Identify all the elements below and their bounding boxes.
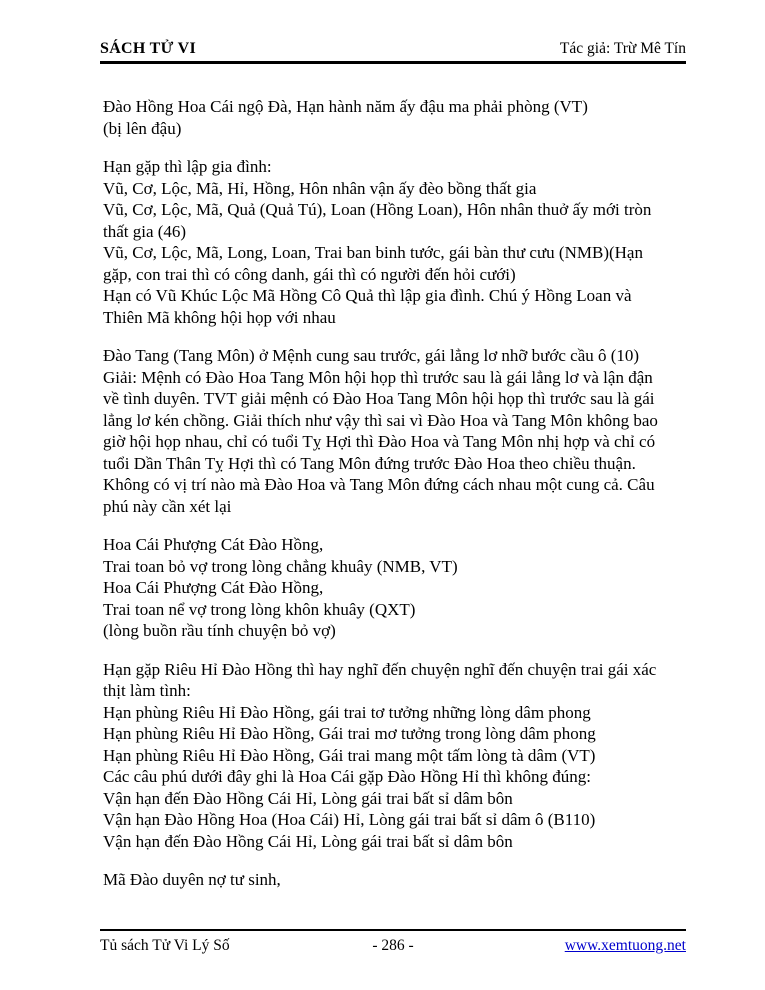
paragraph [103,659,695,853]
text-line: Vũ, Cơ, Lộc, Mã, Long, Loan, Trai ban binh tước, gái bàn thư cưu (NMB)(Hạn [103,243,643,262]
text-line: tuổi Dần Thân Tỵ Hợi thì có Tang Môn đứng trước Đào Hoa theo chiều thuận. [103,453,636,473]
text-line: Vận hạn Đào Hồng Hoa (Hoa Cái) Hỉ, Lòng gái trai bất sỉ dâm ô (B110) [103,810,596,829]
text-line: Không có vị trí nào mà Đào Hoa và Tang Môn đứng cách nhau một cung cả. Câu [103,475,655,494]
paragraph [103,345,695,517]
text-line: Thiên Mã không hội họp với nhau [103,307,336,327]
text-line: Hạn phùng Riêu Hỉ Đào Hồng, gái trai tơ tưởng những lòng dâm phong [103,702,591,722]
page-body [103,96,695,908]
header-book-title: SÁCH TỬ VI [100,40,197,57]
paragraph [103,534,695,642]
text-line: Đào Hồng Hoa Cái ngộ Đà, Hạn hành năm ấy đậu ma phải phòng (VT) [103,97,588,116]
footer-page-number: - 286 - [372,937,414,954]
text-line: Vận hạn đến Đào Hồng Cái Hỉ, Lòng gái trai bất sỉ dâm bôn [103,788,513,808]
header-author: Tác giả: Trừ Mê Tín [559,40,686,57]
text-line: Hoa Cái Phượng Cát Đào Hồng, [103,578,324,597]
text-line: gặp, con trai thì có công danh, gái thì có người đến hỏi cưới) [103,264,516,284]
text-line: Hạn có Vũ Khúc Lộc Mã Hồng Cô Quả thì lập gia đình. Chú ý Hồng Loan và [103,286,632,305]
text-line: Vũ, Cơ, Lộc, Mã, Quả (Quả Tú), Loan (Hồng Loan), Hôn nhân thuở ấy mới tròn [103,200,652,219]
text-line: Các câu phú dưới đây ghi là Hoa Cái gặp Đào Hồng Hỉ thì không đúng: [103,767,591,786]
paragraph [103,156,695,328]
text-line: lẳng lơ kén chồng. Giải thích như vậy thì sai vì Đào Hoa và Tang Môn không bao [103,410,658,430]
text-line: Mã Đào duyên nợ tư sinh, [103,870,281,889]
page-header [100,40,686,64]
text-line: Hạn phùng Riêu Hỉ Đào Hồng, Gái trai mơ tưởng trong lòng dâm phong [103,724,596,743]
footer-series-title: Tủ sách Tử Vi Lý Số [100,937,230,954]
text-line: (bị lên đậu) [103,118,182,138]
text-line: Hạn gặp thì lập gia đình: [103,157,272,176]
text-line: Trai toan nể vợ trong lòng khôn khuây (QXT) [103,599,416,619]
text-line: Vũ, Cơ, Lộc, Mã, Hỉ, Hồng, Hôn nhân vận ấy đèo bồng thất gia [103,178,537,198]
text-line: giờ hội họp nhau, chỉ có tuổi Tỵ Hợi thì Đào Hoa và Tang Môn nhị hợp và chỉ có [103,432,656,451]
footer-website-link[interactable]: www.xemtuong.net [564,937,686,954]
page-footer [100,929,686,955]
text-line: Hạn gặp Riêu Hỉ Đào Hồng thì hay nghĩ đến chuyện nghĩ đến chuyện trai gái xác [103,659,657,679]
text-line: Giải: Mệnh có Đào Hoa Tang Môn hội họp thì trước sau là gái lẳng lơ và lận đận [103,367,653,387]
text-line: về tình duyên. TVT giải mệnh có Đào Hoa Tang Môn hội họp thì trước sau là gái [103,389,655,408]
text-line: phú này cần xét lại [103,496,232,516]
text-line: Trai toan bỏ vợ trong lòng chẳng khuây (NMB, VT) [103,556,458,576]
text-line: Hạn phùng Riêu Hỉ Đào Hồng, Gái trai mang một tấm lòng tà dâm (VT) [103,745,596,765]
text-line: thất gia (46) [103,221,187,241]
paragraph [103,96,695,139]
paragraph [103,869,695,891]
text-line: thịt làm tình: [103,681,191,700]
text-line: Vận hạn đến Đào Hồng Cái Hỉ, Lòng gái trai bất sỉ dâm bôn [103,831,513,851]
text-line: Đào Tang (Tang Môn) ở Mệnh cung sau trước, gái lẳng lơ nhỡ bước cầu ô (10) [103,346,640,365]
text-line: (lòng buồn rầu tính chuyện bỏ vợ) [103,621,336,640]
text-line: Hoa Cái Phượng Cát Đào Hồng, [103,535,324,554]
